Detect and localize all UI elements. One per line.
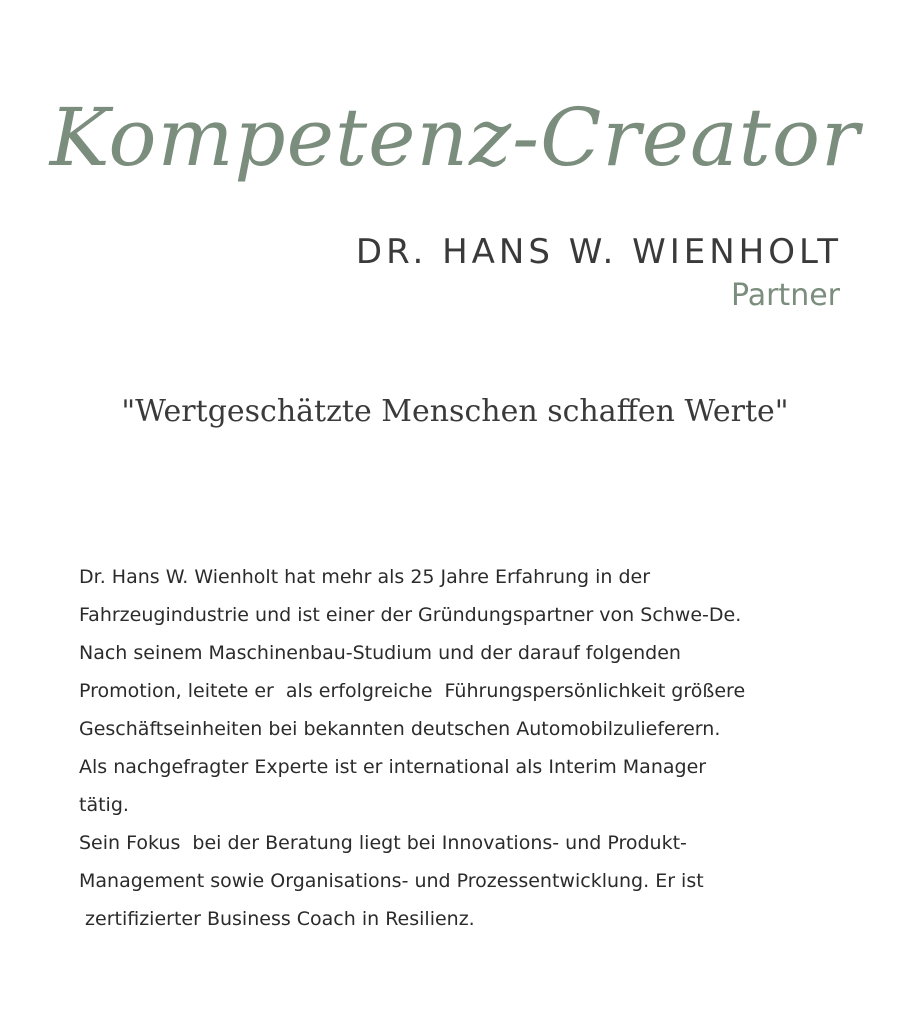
bio-line: Fahrzeugindustrie und ist einer der Gründungspartner von Schwe-De. [79,604,742,626]
person-role: Partner [730,278,840,313]
bio-line: Als nachgefragter Experte ist er international als Interim Manager [79,756,707,778]
bio-line: Promotion, leitete er als erfolgreiche Führungspersönlichkeit größere [79,680,746,702]
bio-line: Dr. Hans W. Wienholt hat mehr als 25 Jahre Erfahrung in der [79,566,651,588]
bio-line: tätig. [79,794,129,816]
bio-text [79,558,894,938]
motto-quote: "Wertgeschätzte Menschen schaffen Werte" [121,394,789,429]
bio-line: Sein Fokus bei der Beratung liegt bei Innovations- und Produkt- [79,832,687,854]
page-title: Kompetenz-Creator [49,91,861,184]
bio-line: Management sowie Organisations- und Prozessentwicklung. Er ist [79,870,704,892]
person-name: DR. HANS W. WIENHOLT [355,232,842,272]
bio-line: Nach seinem Maschinenbau-Studium und der darauf folgenden [79,642,681,664]
bio-line: zertifizierter Business Coach in Resilienz. [79,908,475,930]
bio-line: Geschäftseinheiten bei bekannten deutschen Automobilzulieferern. [79,718,721,740]
